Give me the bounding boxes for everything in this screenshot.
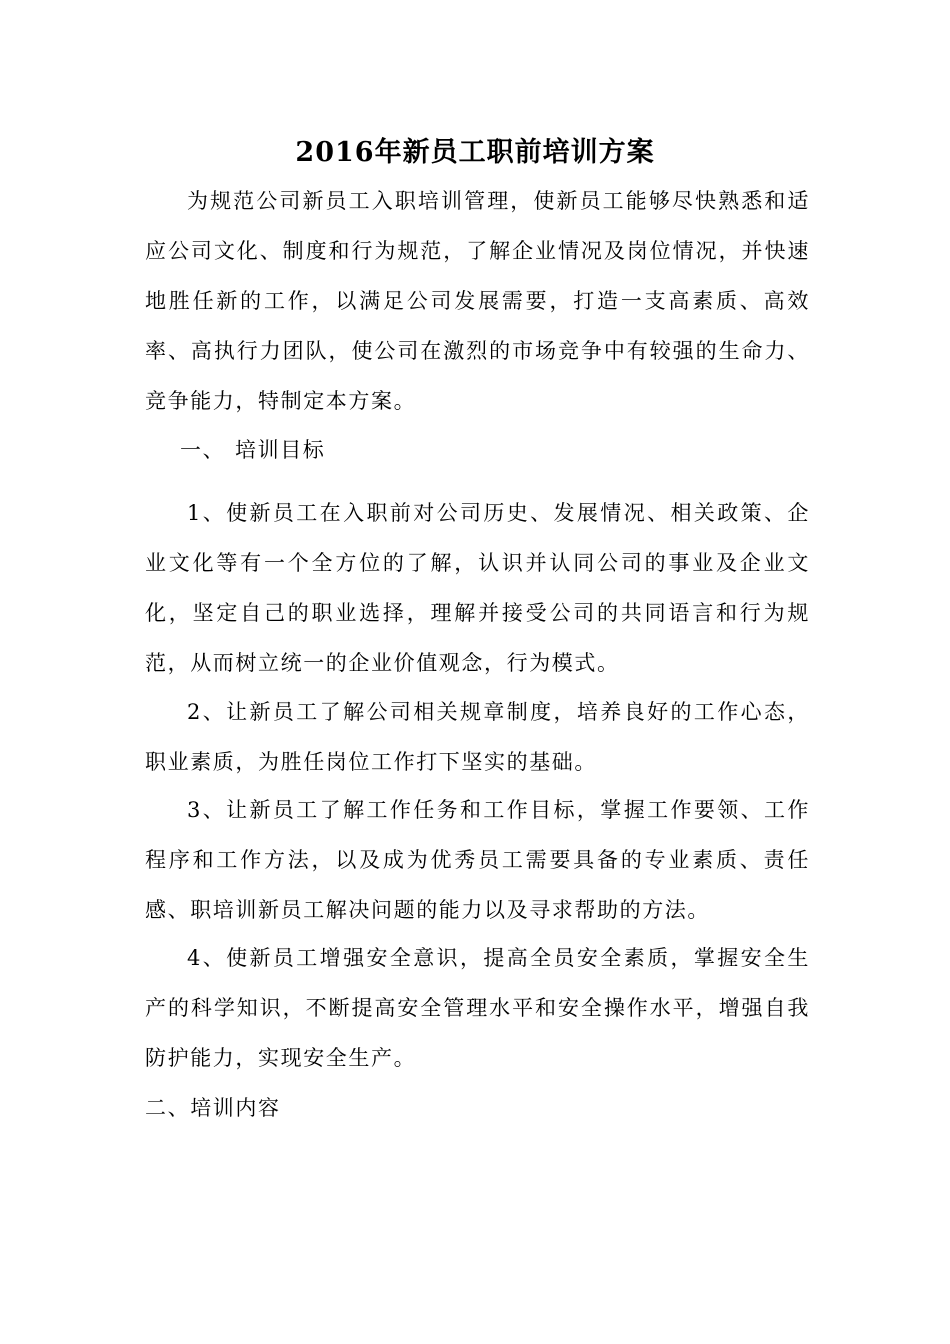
intro-paragraph: 为规范公司新员工入职培训管理，使新员工能够尽快熟悉和适应公司文化、制度和行为规范，了解企业情况及岗位情况，并快速地胜任新的工作，以满足公司发展需要，打造一支高素质、高效率、高执行力团队，使公司在激烈的市场竞争中有较强的生命力、竞争能力，特制定本方案。 xyxy=(145,189,810,413)
goal-item-2: 2、让新员工了解公司相关规章制度，培养良好的工作心态，职业素质，为胜任岗位工作打下坚实的基础。 xyxy=(145,700,810,774)
section-number: 一、 xyxy=(180,438,226,462)
goal-item-3: 3、让新员工了解工作任务和工作目标，掌握工作要领、工作程序和工作方法，以及成为优秀员工需要具备的专业素质、责任感、职培训新员工解决问题的能力以及寻求帮助的方法。 xyxy=(145,798,810,922)
section-title: 培训目标 xyxy=(235,438,326,462)
goal-item-4: 4、使新员工增强安全意识，提高全员安全素质，掌握安全生产的科学知识，不断提高安全管理水平和安全操作水平，增强自我防护能力，实现安全生产。 xyxy=(145,946,810,1070)
section-heading-training-goals xyxy=(180,425,325,475)
document-title: 2016年新员工职前培训方案 xyxy=(295,137,655,168)
section-heading-training-content: 二、培训内容 xyxy=(145,1096,281,1120)
goal-item-1: 1、使新员工在入职前对公司历史、发展情况、相关政策、企业文化等有一个全方位的了解，认识并认同公司的事业及企业文化，坚定自己的职业选择，理解并接受公司的共同语言和行为规范，从而树立统一的企业价值观念，行为模式。 xyxy=(145,501,810,675)
